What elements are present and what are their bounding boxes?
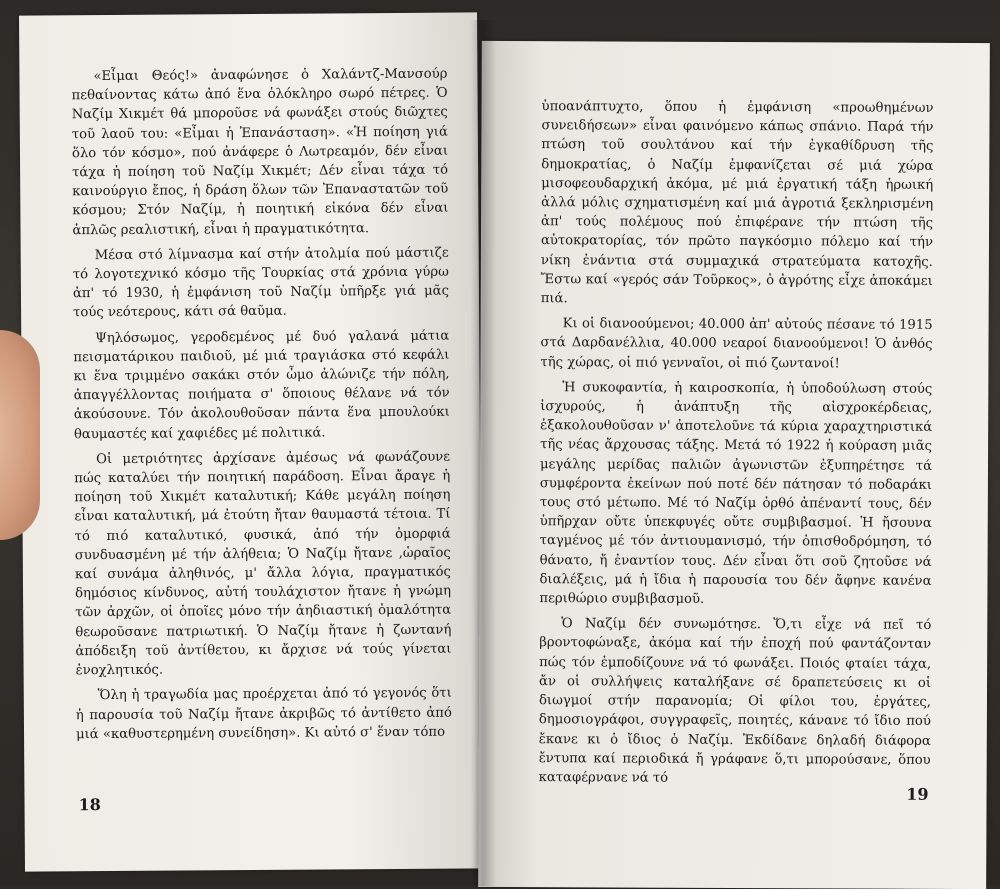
- right-page: [478, 41, 990, 889]
- left-paragraph-4: Οἱ μετριότητες ἀρχίσανε ἀμέσως νά φωνάζουνε πώς καταλύει τήν ποιητική παράδοση. Εἶναι ἄραγε ἡ ποίηση τοῦ Χικμέτ καταλυτική; Κάθε μεγάλη ποίηση εἶναι καταλυτική, μά ἐτούτη ἤταν θαυμαστά τέτοια. Τί τό πιό καταλυτικό, φυσικά, ἀπό τήν ὀμορφιά συνδυασμένη μέ τήν ἀλήθεια; Ὁ Ναζίμ ἤτανε ,ὡραῖος καί συνάμα ἀληθινός, μ' ἄλλα λόγια, πραγματικός δημόσιος κίνδυνος, αὐτή τουλάχιστον ἤτανε ἡ γνώμη τῶν ἀρχῶν, οἱ ὁποῖες μόνο τήν ἀηδιαστική ὁμαλότητα θεωροῦσανε πατριωτική. Ὁ Ναζίμ ἤτανε ἡ ζωντανή ἀπόδειξη τοῦ ἀντίθετου, κι ἄρχισε νά τούς γίνεται ἐνοχλητικός.: [74, 449, 452, 679]
- right-paragraph-1: Κι οἱ διανοούμενοι; 40.000 ἀπ' αὐτούς πέσανε τό 1915 στά Δαρδανέλλια, 40.000 νεαροί διανοούμενοι! Ὁ ἀνθός τῆς χώρας, οἱ πιό γενναῖοι, οἱ πιό ζωντανοί!: [540, 316, 933, 372]
- left-paragraph-3: Ψηλόσωμος, γεροδεμένος μέ δυό γαλανά μάτια πεισματάρικου παιδιοῦ, μέ μιά τραγιάσκα στό κεφάλι κι ἕνα τριμμένο σακάκι στόν ὦμο ἀλώνιζε τήν πόλη, ἀπαγγέλλοντας ποιήματα σ' ὅποιους θέλανε νά τόν ἀκούσουνε. Τόν ἀκολουθοῦσαν πάντα ἕνα μπουλούκι θαυμαστές καί χαφιέδες μέ πολιτικά.: [73, 328, 450, 442]
- left-paragraph-1: «Εἶμαι Θεός!» ἀναφώνησε ὁ Χαλάντζ-Μανσούρ πεθαίνοντας κάτω ἀπό ἕνα ὁλόκληρο σωρό πέτρες. Ὁ Ναζίμ Χικμέτ θά μποροῦσε νά φωνάξει στούς διῶχτες τοῦ λαοῦ του: «Εἶμαι ἡ Ἐπανάσταση». «Ἡ ποίηση γιά ὅλο τόν κόσμο», πού ἀνάφερε ὁ Λωτρεαμόν, δέν εἶναι τάχα ἡ ποίηση τοῦ Ναζίμ Χικμέτ; Δέν εἶναι τάχα τό καινούργιο ἔπος, ἡ δράση ὅλων τῶν Ἐπαναστατῶν τοῦ κόσμου; Στόν Ναζίμ, ἡ ποιητική εἰκόνα δέν εἶναι ἁπλῶς ρεαλιστική, εἶναι ἡ πραγματικότητα.: [71, 66, 449, 238]
- right-paragraph-continuation: ὑποανάπτυχτο, ὅπου ἡ ἐμφάνιση «προωθημένων συνειδήσεων» εἶναι φαινόμενο κάπως σπάνιο. Παρά τήν πτώση τοῦ σουλτάνου καί τήν ἐγκαθίδρυση τῆς δημοκρατίας, ὁ Ναζίμ ἐμφανίζεται σέ μιά χώρα μισοφεουδαρχική ἀκόμα, μέ μιά ἐργατική τάξη ἡρωική ἀλλά μόλις σχηματισμένη καί μιά ἀγροτιά ξεκληρισμένη ἀπ' τούς πολέμους πού ἐπιφέρανε τήν πτώση τῆς αὐτοκρατορίας, τόν πρῶτο παγκόσμιο πόλεμο καί τήν νίκη ἐνάντια στά συμμαχικά στρατεύματα κατοχῆς. Ἔστω καί «γερός σάν Τοῦρκος», ὁ ἀγρότης εἶχε ἀποκάμει πιά.: [540, 99, 934, 307]
- right-paragraph-3: Ὁ Ναζίμ δέν συνωμότησε. Ὅ,τι εἶχε νά πεῖ τό βροντοφώναξε, ἀκόμα καί τήν ἐποχή πού φαντάζονταν πώς τόν ἐμποδίζουνε νά τό φωνάξει. Ποιός φταίει τάχα, ἄν οἱ συλλήψεις καταλήξανε σέ δραπετεύσεις κι οἱ διωγμοί στήν παρανομία; Οἱ φίλοι του, ἐργάτες, δημοσιογράφοι, συγγραφεῖς, ποιητές, κάνανε τό ἴδιο πού ἔκανε κι ὁ ἴδιος ὁ Ναζίμ. Ἐκδίδανε δηλαδή διάφορα ἔντυπα καί περιοδικά ἤ γράφανε ὅ,τι μπορούσανε, ὅπου καταφέρνανε νά τό: [538, 616, 932, 786]
- book-gutter: [470, 20, 496, 886]
- left-page: [19, 12, 483, 871]
- right-paragraph-2: Ἡ συκοφαντία, ἡ καιροσκοπία, ἡ ὑποδούλωση στούς ἰσχυρούς, ἡ ἀνάπτυξη τῆς αἰσχροκέρδειας, ἐξακολουθοῦσαν ν' ἀποτελοῦνε τά κύρια χαραχτηριστικά τῆς νέας ἄρχουσας τάξης. Μετά τό 1922 ἡ κούραση μιᾶς μεγάλης μερίδας παλιῶν ἀγωνιστῶν ἐξυπηρέτησε τά συμφέροντα ἐκείνων πού ποτέ δέν πάτησαν τό ποδαράκι τους στό μέτωπο. Μέ τό Ναζίμ ὀρθό ἀπέναντί τους, δέν ὑπῆρχαν οὔτε ὑπεκφυγές οὔτε συμβιβασμοί. Ἡ ἤσουνα ταγμένος μέ τόν ἀντιουμανισμό, τήν ὀπισθοδρόμηση, τό θάνατο, ἤ ἐναντίον τους. Δέν εἶναι ὅτι σοῦ ζητοῦσε νά διαλέξεις, μά ἡ ἴδια ἡ παρουσία του δέν ἄφηνε κανένα περιθώριο συμβιβασμοῦ.: [539, 380, 933, 607]
- left-paragraph-5: Ὅλη ἡ τραγωδία μας προέρχεται ἀπό τό γεγονός ὅτι ἡ παρουσία τοῦ Ναζίμ ἤτανε ἀκριβῶς τό ἀντίθετο ἀπό μιά «καθυστερημένη συνείδηση». Κι αὐτό σ' ἕναν τόπο: [75, 685, 452, 742]
- left-paragraph-2: Μέσα στό λίμνασμα καί στήν ἀτολμία πού μάστιζε τό λογοτεχνικό κόσμο τῆς Τουρκίας στά χρόνια γύρω ἀπ' τό 1930, ἡ ἐμφάνιση τοῦ Ναζίμ ὑπῆρξε γιά μᾶς τούς νεότερους, κάτι σά θαῦμα.: [72, 245, 450, 321]
- thumb: [0, 330, 40, 540]
- left-page-number: 18: [78, 795, 101, 815]
- right-page-number: 19: [906, 784, 929, 804]
